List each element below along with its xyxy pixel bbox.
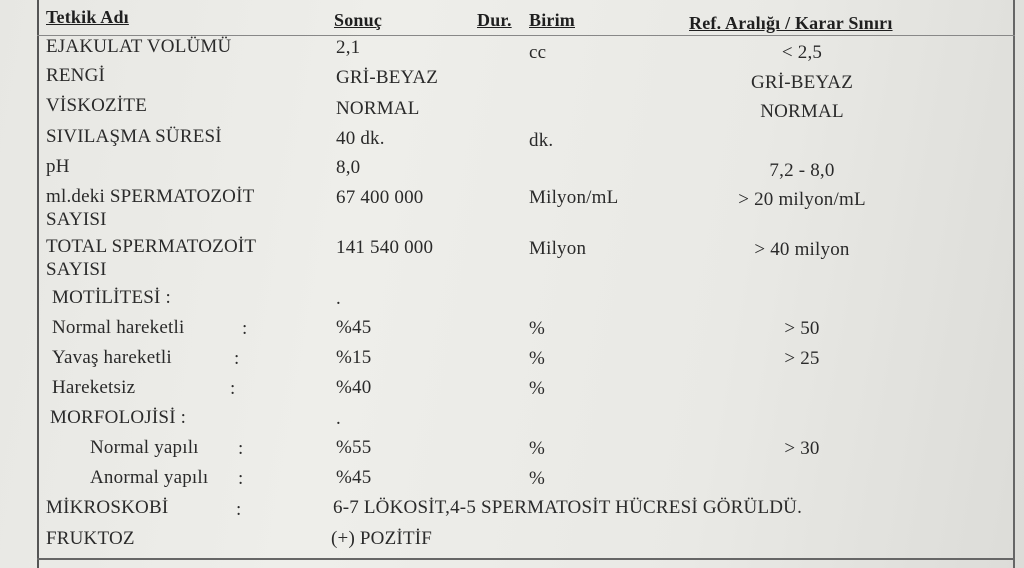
header-test-name: Tetkik Adı: [46, 7, 129, 27]
test-name: MİKROSKOBİ: [46, 497, 169, 518]
unit-value: %: [529, 348, 546, 369]
separator-colon: :: [242, 318, 248, 339]
result-value: %55: [336, 437, 372, 458]
result-value: (+) POZİTİF: [331, 528, 433, 549]
separator-colon: :: [238, 438, 244, 459]
header-result: Sonuç: [334, 10, 383, 30]
test-name: EJAKULAT VOLÜMÜ: [46, 36, 232, 57]
result-value: GRİ-BEYAZ: [336, 67, 439, 88]
result-value: 8,0: [336, 157, 361, 178]
unit-value: cc: [529, 42, 547, 63]
unit-value: %: [529, 468, 546, 489]
section-title-morphology: MORFOLOJİSİ :: [50, 407, 187, 428]
unit-value: Milyon/mL: [529, 187, 619, 208]
result-value: NORMAL: [336, 98, 420, 119]
result-value: 40 dk.: [336, 128, 385, 149]
test-name: RENGİ: [46, 65, 106, 86]
test-name-line1: TOTAL SPERMATOZOİT: [46, 236, 257, 257]
reference-value: > 50: [784, 318, 820, 339]
table-left-border: [37, 0, 39, 568]
test-name: pH: [46, 156, 70, 177]
result-value: .: [336, 288, 341, 309]
test-name: FRUKTOZ: [46, 528, 135, 549]
reference-value: < 2,5: [781, 42, 823, 63]
separator-colon: :: [234, 348, 240, 369]
test-name: SIVILAŞMA SÜRESİ: [46, 126, 222, 147]
test-name: Yavaş hareketli: [52, 347, 172, 368]
unit-value: %: [529, 318, 546, 339]
test-name: Normal yapılı: [90, 437, 199, 458]
test-name: Hareketsiz: [52, 377, 136, 398]
test-name: Normal hareketli: [52, 317, 185, 338]
header-unit: Birim: [529, 10, 575, 30]
separator-colon: :: [238, 468, 244, 489]
test-name: VİSKOZİTE: [46, 95, 148, 116]
unit-value: Milyon: [529, 238, 587, 259]
result-value: %15: [336, 347, 372, 368]
separator-colon: :: [230, 378, 236, 399]
result-value: %45: [336, 317, 372, 338]
result-value: .: [336, 408, 341, 429]
test-name: Anormal yapılı: [90, 467, 209, 488]
result-value: 6-7 LÖKOSİT,4-5 SPERMATOSİT HÜCRESİ GÖRÜLDÜ.: [333, 497, 803, 518]
header-reference: Ref. Aralığı / Karar Sınırı: [689, 13, 893, 33]
unit-value: dk.: [529, 130, 554, 151]
result-value: 2,1: [336, 37, 361, 58]
reference-value: 7,2 - 8,0: [769, 160, 835, 181]
section-title-motility: MOTİLİTESİ :: [52, 287, 172, 308]
separator-colon: :: [236, 499, 242, 520]
table-bottom-border: [37, 558, 1015, 560]
reference-value: > 40 milyon: [754, 239, 850, 260]
table-right-border: [1013, 0, 1015, 568]
result-value: 67 400 000: [336, 187, 424, 208]
reference-value: > 20 milyon/mL: [738, 189, 866, 210]
unit-value: %: [529, 378, 546, 399]
result-value: %40: [336, 377, 372, 398]
header-status: Dur.: [477, 10, 512, 30]
reference-value: > 25: [784, 348, 820, 369]
test-name-line1: ml.deki SPERMATOZOİT: [46, 186, 255, 207]
reference-value: GRİ-BEYAZ: [750, 72, 854, 93]
reference-value: > 30: [784, 438, 820, 459]
test-name-line2: SAYISI: [46, 259, 107, 280]
result-value: 141 540 000: [336, 237, 434, 258]
result-value: %45: [336, 467, 372, 488]
unit-value: %: [529, 438, 546, 459]
test-name-line2: SAYISI: [46, 209, 107, 230]
reference-value: NORMAL: [760, 101, 844, 122]
